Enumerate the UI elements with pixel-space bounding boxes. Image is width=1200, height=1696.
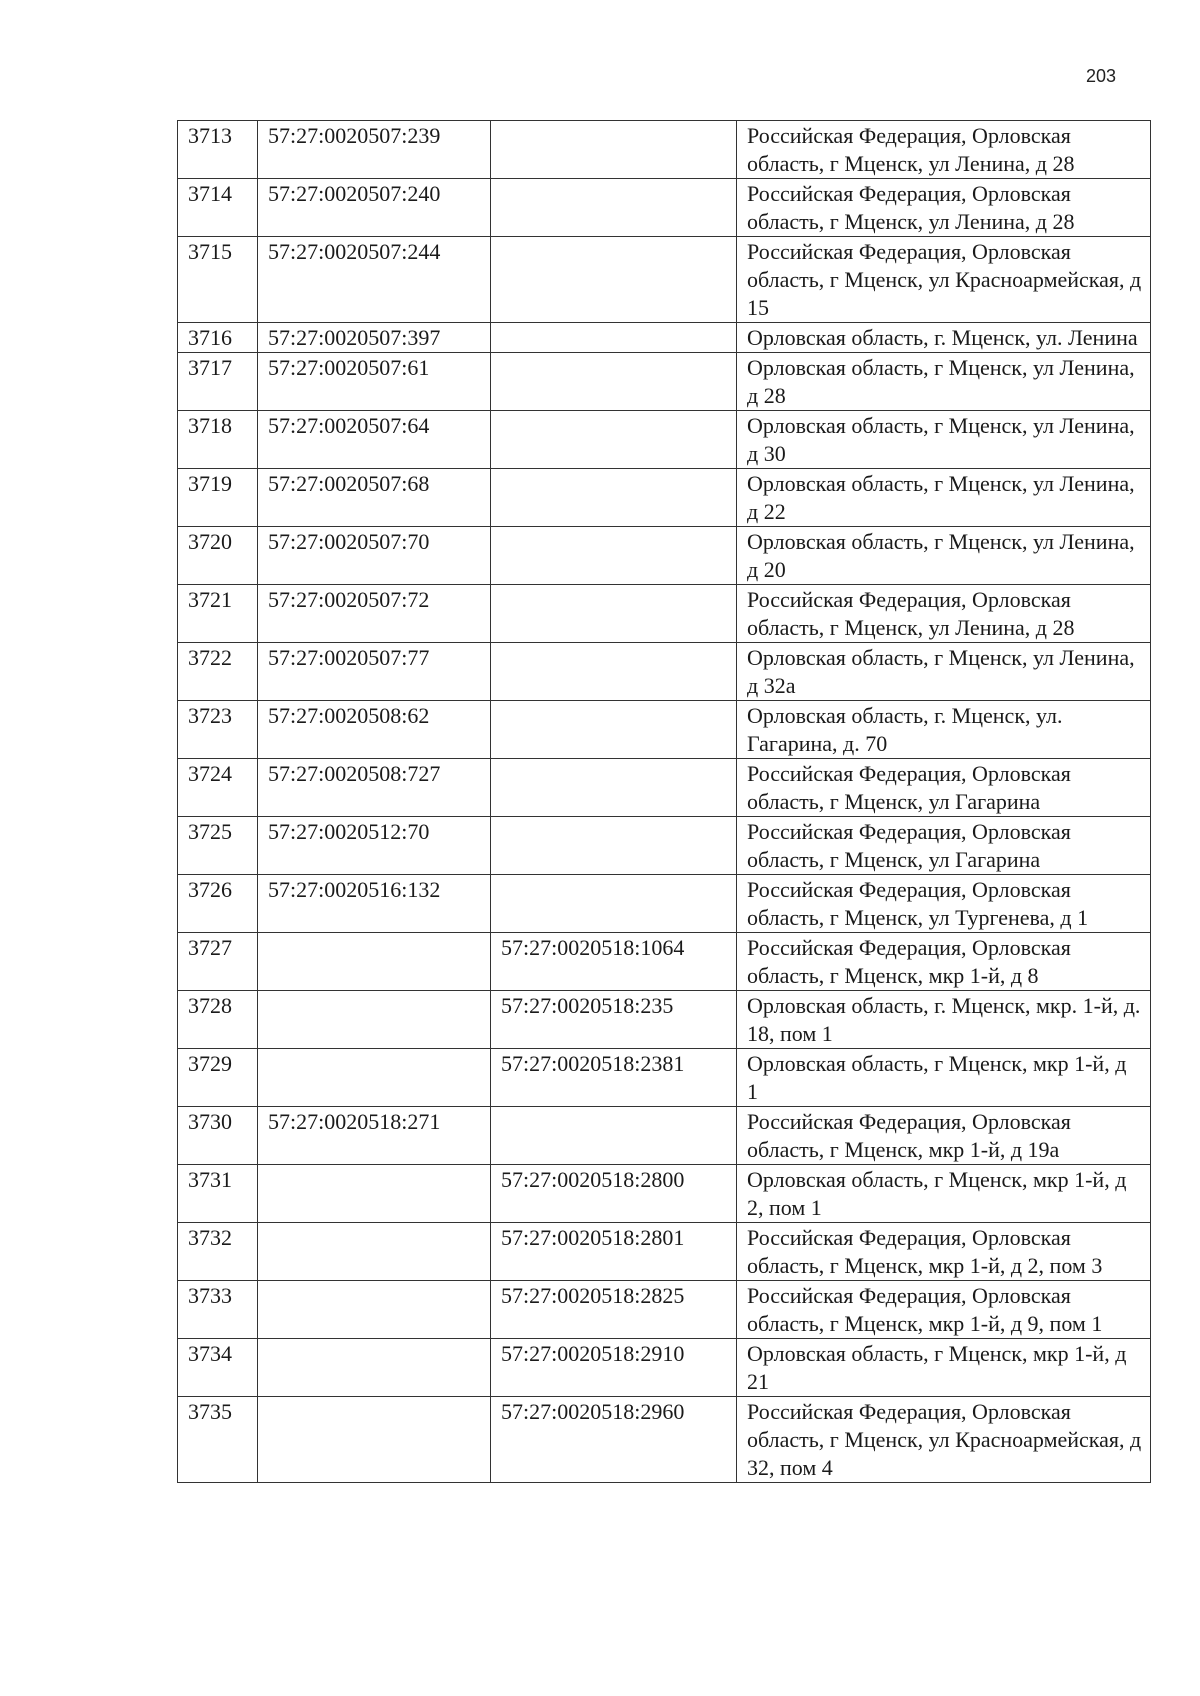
cadastral-number-secondary-cell [491,759,737,817]
cadastral-number-cell: 57:27:0020507:239 [258,121,491,179]
row-number-cell: 3735 [178,1397,258,1483]
address-cell: Российская Федерация, Орловская область, г Мценск, мкр 1-й, д 19а [737,1107,1151,1165]
cadastral-number-cell: 57:27:0020507:64 [258,411,491,469]
cadastral-number-secondary-cell [491,643,737,701]
row-number-cell: 3730 [178,1107,258,1165]
row-number-cell: 3713 [178,121,258,179]
cadastral-number-cell: 57:27:0020507:68 [258,469,491,527]
table-row [178,1281,1151,1339]
row-number-cell: 3726 [178,875,258,933]
table-row [178,759,1151,817]
table-row [178,469,1151,527]
address-cell: Орловская область, г. Мценск, ул. Гагарина, д. 70 [737,701,1151,759]
address-cell: Российская Федерация, Орловская область, г Мценск, ул Ленина, д 28 [737,585,1151,643]
cadastral-number-cell: 57:27:0020507:240 [258,179,491,237]
cadastral-number-cell: 57:27:0020507:244 [258,237,491,323]
row-number-cell: 3727 [178,933,258,991]
cadastral-number-cell: 57:27:0020518:271 [258,1107,491,1165]
table-row [178,527,1151,585]
cadastral-number-cell [258,1049,491,1107]
table-row [178,643,1151,701]
address-cell: Орловская область, г Мценск, ул Ленина, д 28 [737,353,1151,411]
address-cell: Орловская область, г Мценск, мкр 1-й, д 21 [737,1339,1151,1397]
cadastral-number-cell: 57:27:0020512:70 [258,817,491,875]
table-row [178,701,1151,759]
address-cell: Орловская область, г. Мценск, ул. Ленина [737,323,1151,353]
address-cell: Российская Федерация, Орловская область, г Мценск, ул Красноармейская, д 15 [737,237,1151,323]
table-row [178,237,1151,323]
cadastral-number-cell: 57:27:0020507:61 [258,353,491,411]
address-cell: Орловская область, г Мценск, ул Ленина, д 22 [737,469,1151,527]
cadastral-number-secondary-cell [491,817,737,875]
cadastral-number-secondary-cell [491,1107,737,1165]
cadastral-number-secondary-cell [491,323,737,353]
table-row [178,1223,1151,1281]
table-row [178,991,1151,1049]
cadastral-number-secondary-cell [491,411,737,469]
page-number: 203 [1086,66,1117,86]
cadastral-number-secondary-cell: 57:27:0020518:235 [491,991,737,1049]
table-row [178,179,1151,237]
cadastral-number-cell [258,1281,491,1339]
cadastral-number-secondary-cell: 57:27:0020518:2960 [491,1397,737,1483]
cadastral-number-cell [258,933,491,991]
address-cell: Российская Федерация, Орловская область, г Мценск, ул Ленина, д 28 [737,121,1151,179]
row-number-cell: 3723 [178,701,258,759]
cadastral-number-cell: 57:27:0020507:70 [258,527,491,585]
address-cell: Орловская область, г Мценск, ул Ленина, д 30 [737,411,1151,469]
table-row [178,585,1151,643]
cadastral-number-secondary-cell [491,701,737,759]
row-number-cell: 3725 [178,817,258,875]
row-number-cell: 3719 [178,469,258,527]
row-number-cell: 3714 [178,179,258,237]
cadastral-number-secondary-cell [491,527,737,585]
cadastral-number-secondary-cell [491,585,737,643]
row-number-cell: 3732 [178,1223,258,1281]
cadastral-number-cell [258,1339,491,1397]
row-number-cell: 3733 [178,1281,258,1339]
cadastral-number-cell: 57:27:0020508:727 [258,759,491,817]
cadastral-number-cell: 57:27:0020507:72 [258,585,491,643]
cadastral-number-cell: 57:27:0020507:397 [258,323,491,353]
row-number-cell: 3715 [178,237,258,323]
cadastral-number-secondary-cell: 57:27:0020518:2910 [491,1339,737,1397]
table-row [178,1165,1151,1223]
table-row [178,353,1151,411]
cadastral-number-cell [258,1397,491,1483]
row-number-cell: 3716 [178,323,258,353]
table-row [178,121,1151,179]
cadastral-number-secondary-cell: 57:27:0020518:2825 [491,1281,737,1339]
cadastral-number-secondary-cell [491,875,737,933]
cadastral-number-cell: 57:27:0020508:62 [258,701,491,759]
row-number-cell: 3720 [178,527,258,585]
row-number-cell: 3718 [178,411,258,469]
row-number-cell: 3731 [178,1165,258,1223]
cadastral-number-secondary-cell: 57:27:0020518:2381 [491,1049,737,1107]
table-row [178,875,1151,933]
table-row [178,933,1151,991]
cadastral-number-cell [258,1165,491,1223]
address-cell: Орловская область, г Мценск, мкр 1-й, д 1 [737,1049,1151,1107]
row-number-cell: 3724 [178,759,258,817]
cadastral-number-secondary-cell: 57:27:0020518:1064 [491,933,737,991]
address-cell: Орловская область, г Мценск, мкр 1-й, д 2, пом 1 [737,1165,1151,1223]
address-cell: Российская Федерация, Орловская область, г Мценск, мкр 1-й, д 2, пом 3 [737,1223,1151,1281]
cadastral-number-secondary-cell [491,353,737,411]
cadastral-number-cell [258,991,491,1049]
table-row [178,323,1151,353]
cadastral-number-secondary-cell: 57:27:0020518:2800 [491,1165,737,1223]
address-cell: Российская Федерация, Орловская область, г Мценск, мкр 1-й, д 8 [737,933,1151,991]
cadastral-number-cell: 57:27:0020516:132 [258,875,491,933]
row-number-cell: 3729 [178,1049,258,1107]
cadastral-number-secondary-cell [491,469,737,527]
cadastral-number-cell [258,1223,491,1281]
registry-table [177,120,1151,1483]
address-cell: Российская Федерация, Орловская область, г Мценск, ул Гагарина [737,759,1151,817]
address-cell: Российская Федерация, Орловская область, г Мценск, ул Тургенева, д 1 [737,875,1151,933]
address-cell: Российская Федерация, Орловская область, г Мценск, ул Гагарина [737,817,1151,875]
address-cell: Российская Федерация, Орловская область, г Мценск, ул Ленина, д 28 [737,179,1151,237]
address-cell: Орловская область, г. Мценск, мкр. 1-й, д. 18, пом 1 [737,991,1151,1049]
row-number-cell: 3728 [178,991,258,1049]
table-row [178,1049,1151,1107]
table-row [178,817,1151,875]
cadastral-number-secondary-cell [491,237,737,323]
address-cell: Российская Федерация, Орловская область, г Мценск, мкр 1-й, д 9, пом 1 [737,1281,1151,1339]
cadastral-number-secondary-cell [491,179,737,237]
row-number-cell: 3734 [178,1339,258,1397]
cadastral-number-cell: 57:27:0020507:77 [258,643,491,701]
table-row [178,1339,1151,1397]
address-cell: Орловская область, г Мценск, ул Ленина, д 32а [737,643,1151,701]
row-number-cell: 3717 [178,353,258,411]
table-row [178,411,1151,469]
cadastral-number-secondary-cell [491,121,737,179]
row-number-cell: 3722 [178,643,258,701]
cadastral-number-secondary-cell: 57:27:0020518:2801 [491,1223,737,1281]
row-number-cell: 3721 [178,585,258,643]
table-row [178,1397,1151,1483]
table-row [178,1107,1151,1165]
registry-table-body [178,121,1151,1483]
address-cell: Орловская область, г Мценск, ул Ленина, д 20 [737,527,1151,585]
address-cell: Российская Федерация, Орловская область, г Мценск, ул Красноармейская, д 32, пом 4 [737,1397,1151,1483]
